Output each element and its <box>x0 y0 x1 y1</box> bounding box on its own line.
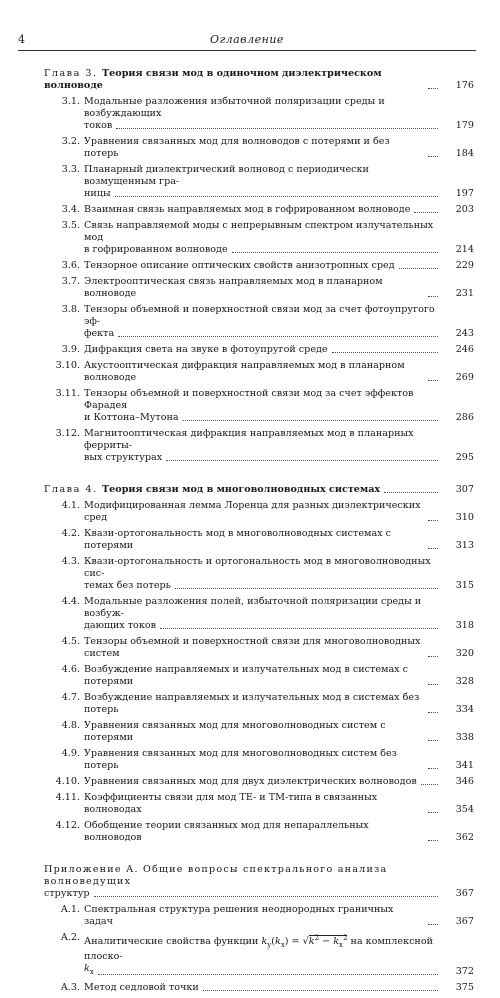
entry-number: 3.7. <box>61 276 80 287</box>
entry-line: Коэффициенты связи для мод TE- и TM-типа в связанных волноводах <box>84 792 378 815</box>
entry-text <box>84 904 442 928</box>
entry-number: 4.8. <box>61 720 80 731</box>
entry-line: Уравнения связанных мод для многоволноводных систем с потерями <box>84 720 386 743</box>
entry-text <box>84 692 442 716</box>
toc-entry <box>44 304 474 340</box>
entry-number: 3.9. <box>61 344 80 355</box>
entry-line: ницы <box>84 188 111 199</box>
page-ref: 313 <box>455 540 474 551</box>
leader-dots <box>175 588 438 589</box>
toc-entry <box>44 748 474 772</box>
entry-number: 3.5. <box>61 220 80 231</box>
leader-dots <box>428 840 438 841</box>
entry-text <box>84 720 442 744</box>
entry-number: A.1. <box>60 904 80 915</box>
leader-dots <box>428 740 438 741</box>
entry-line: Возбуждение направляемых и излучательных мод в системах с потерями <box>84 664 409 687</box>
toc-entry <box>44 164 474 200</box>
toc-entry <box>44 528 474 552</box>
entry-text <box>84 260 442 272</box>
entry-text <box>84 932 442 978</box>
entry-text <box>84 792 442 816</box>
entry-line: Связь направляемой моды с непрерывным спектром излучательных мод <box>84 220 434 243</box>
entry-text <box>84 96 442 132</box>
entry-number: 4.2. <box>61 528 80 539</box>
entry-text <box>84 344 442 356</box>
page-ref: 362 <box>455 832 474 843</box>
entry-number: 3.8. <box>61 304 80 315</box>
page-header <box>18 32 476 51</box>
toc-entry <box>44 596 474 632</box>
chapter-heading <box>44 484 474 496</box>
page-ref: 367 <box>455 888 474 899</box>
entry-number: A.2. <box>60 932 80 943</box>
appendix-heading <box>44 864 474 900</box>
appendix-line: структур <box>44 888 90 899</box>
page-ref: 315 <box>455 580 474 591</box>
entry-number: 3.11. <box>55 388 80 399</box>
chapter-title: Теория связи мод в многоволноводных системах <box>102 484 381 495</box>
toc-entry <box>44 982 474 994</box>
page-ref: 338 <box>455 732 474 743</box>
leader-dots <box>428 924 438 925</box>
entry-text <box>84 500 442 524</box>
entry-text <box>84 636 442 660</box>
page-number: 4 <box>18 33 25 46</box>
toc-entry <box>44 276 474 300</box>
page-ref: 334 <box>455 704 474 715</box>
page-ref: 229 <box>455 260 474 271</box>
entry-line: токов <box>84 120 113 131</box>
toc-entry <box>44 220 474 256</box>
appendix-line: Приложение А. Общие вопросы спектрального анализа волноведущих <box>44 864 388 887</box>
entry-number: 3.4. <box>61 204 80 215</box>
entry-number: 4.1. <box>61 500 80 511</box>
entry-number: 3.10. <box>55 360 80 371</box>
entry-text <box>84 528 442 552</box>
page-ref: 286 <box>455 412 474 423</box>
page-ref: 243 <box>455 328 474 339</box>
toc-entry <box>44 260 474 272</box>
entry-line: Дифракция света на звуке в фотоупругой среде <box>84 344 328 355</box>
toc-entry <box>44 932 474 978</box>
leader-dots <box>428 88 438 89</box>
leader-dots <box>384 492 438 493</box>
toc-entry <box>44 792 474 816</box>
page-ref: 214 <box>455 244 474 255</box>
entry-text <box>84 220 442 256</box>
entry-number: 3.2. <box>61 136 80 147</box>
leader-dots <box>428 548 438 549</box>
entry-number: 4.9. <box>61 748 80 759</box>
entry-line: Тензоры объемной и поверхностной связи мод за счет фотоупругого эф- <box>84 304 435 327</box>
entry-line: в гофрированном волноводе <box>84 244 228 255</box>
formula-sub: y <box>267 941 272 950</box>
entry-line: Тензоры объемной и поверхностной связи для многоволноводных систем <box>84 636 421 659</box>
leader-dots <box>428 656 438 657</box>
chapter-title: Теория связи мод в одиночном диэлектрическом волноводе <box>44 68 382 91</box>
entry-line: Обобщение теории связанных мод для непараллельных волноводов <box>84 820 369 843</box>
entry-line: Тензоры объемной и поверхностной связи мод за счет эффектов Фарадея <box>84 388 414 411</box>
entry-text <box>84 276 442 300</box>
leader-dots <box>98 974 438 975</box>
page-ref: 184 <box>455 148 474 159</box>
entry-text <box>84 820 442 844</box>
leader-dots <box>414 212 438 213</box>
entry-line: Спектральная структура решения неоднородных граничных задач <box>84 904 394 927</box>
entry-line: Взаимная связь направляемых мод в гофрированном волноводе <box>84 204 411 215</box>
toc-entry <box>44 720 474 744</box>
toc-entry <box>44 820 474 844</box>
leader-dots <box>428 712 438 713</box>
page-ref: 346 <box>455 776 474 787</box>
leader-dots <box>203 990 438 991</box>
page-ref: 328 <box>455 676 474 687</box>
entry-text <box>84 596 442 632</box>
toc-entry <box>44 904 474 928</box>
leader-dots <box>428 812 438 813</box>
toc-entry <box>44 664 474 688</box>
entry-number: 4.5. <box>61 636 80 647</box>
leader-dots <box>232 252 438 253</box>
entry-number: 3.12. <box>55 428 80 439</box>
entry-line: Модальные разложения избыточной поляризации среды и возбуждающих <box>84 96 385 119</box>
formula-k: k <box>261 936 268 948</box>
entry-number: 4.7. <box>61 692 80 703</box>
leader-dots <box>160 628 438 629</box>
entry-number: 4.11. <box>55 792 80 803</box>
page-ref: 310 <box>455 512 474 523</box>
entry-line: Аналитические свойства функции $k_y(k_x) = √k^2 - k_x^2$ на комплексной плоско- <box>84 934 434 963</box>
page-ref: 269 <box>455 372 474 383</box>
entry-line: Модифицированная лемма Лоренца для разных диэлектрических сред <box>84 500 421 523</box>
chapter-prefix: Глава 3. <box>44 68 103 79</box>
page-ref: 231 <box>455 288 474 299</box>
entry-text <box>84 388 442 424</box>
page-ref: 307 <box>455 484 474 495</box>
entry-text <box>84 204 442 216</box>
entry-line: Уравнения связанных мод для волноводов с потерями и без потерь <box>84 136 390 159</box>
leader-dots <box>116 128 438 129</box>
entry-line: Тензорное описание оптических свойств анизотропных сред <box>84 260 395 271</box>
entry-line: Уравнения связанных мод для двух диэлектрических волноводов <box>84 776 417 787</box>
leader-dots <box>421 784 438 785</box>
entry-text <box>84 748 442 772</box>
entry-line: Модальные разложения полей, избыточной поляризации среды и возбуж- <box>84 596 422 619</box>
page-ref: 179 <box>455 120 474 131</box>
page-ref: 246 <box>455 344 474 355</box>
leader-dots <box>166 460 438 461</box>
entry-line: Квази-ортогональность мод в многоволноводных системах с потерями <box>84 528 392 551</box>
toc-entry <box>44 692 474 716</box>
entry-text <box>84 556 442 592</box>
chapter-heading <box>44 68 474 92</box>
leader-dots <box>332 352 438 353</box>
toc-entry <box>44 500 474 524</box>
toc-entry <box>44 344 474 356</box>
page-ref: 176 <box>455 80 474 91</box>
entry-text <box>84 982 442 994</box>
appendix-label <box>44 864 442 900</box>
toc-entry <box>44 204 474 216</box>
entry-line: Уравнения связанных мод для многоволноводных систем без потерь <box>84 748 397 771</box>
entry-text <box>84 136 442 160</box>
entry-line: вых структурах <box>84 452 163 463</box>
entry-number: 3.3. <box>61 164 80 175</box>
entry-text <box>84 776 442 788</box>
entry-text <box>84 164 442 200</box>
entry-line: фекта <box>84 328 115 339</box>
chapter-label <box>44 484 442 496</box>
leader-dots <box>115 196 438 197</box>
entry-number: A.3. <box>60 982 80 993</box>
entry-line: Электрооптическая связь направляемых мод в планарном волноводе <box>84 276 383 299</box>
toc-entry <box>44 96 474 132</box>
leader-dots <box>428 380 438 381</box>
toc-entry <box>44 388 474 424</box>
formula-k: k <box>274 936 281 948</box>
leader-dots <box>428 296 438 297</box>
entry-line: Акустооптическая дифракция направляемых мод в планарном волноводе <box>84 360 405 383</box>
page-ref: 320 <box>455 648 474 659</box>
entry-line: дающих токов <box>84 620 157 631</box>
page-ref: 295 <box>455 452 474 463</box>
entry-line: Планарный диэлектрический волновод с периодически возмущенным гра- <box>84 164 369 187</box>
leader-dots <box>118 336 438 337</box>
page-ref: 354 <box>455 804 474 815</box>
entry-number: 4.4. <box>61 596 80 607</box>
entry-line: Метод седловой точки <box>84 982 199 993</box>
leader-dots <box>399 268 438 269</box>
entry-number: 3.6. <box>61 260 80 271</box>
page-ref: 203 <box>455 204 474 215</box>
toc-entry <box>44 556 474 592</box>
leader-dots <box>94 896 438 897</box>
chapter-label <box>44 68 442 92</box>
toc-entry <box>44 428 474 464</box>
toc-entry <box>44 360 474 384</box>
entry-line: Квази-ортогональность и ортогональность мод в многоволноводных сис- <box>84 556 431 579</box>
formula-radicand: $k^2 - k_x^2$ <box>308 934 348 950</box>
table-of-contents <box>44 68 474 998</box>
entry-line: темах без потерь <box>84 580 171 591</box>
toc-entry <box>44 776 474 788</box>
leader-dots <box>428 768 438 769</box>
page-ref: 318 <box>455 620 474 631</box>
entry-number: 4.10. <box>55 776 80 787</box>
formula-sub: x <box>280 941 285 950</box>
toc-entry <box>44 636 474 660</box>
entry-text <box>84 360 442 384</box>
entry-text <box>84 664 442 688</box>
page-ref: 372 <box>455 966 474 977</box>
entry-line: Возбуждение направляемых и излучательных мод в системах без потерь <box>84 692 420 715</box>
running-title: Оглавление <box>210 33 284 46</box>
entry-number: 4.12. <box>55 820 80 831</box>
leader-dots <box>428 520 438 521</box>
entry-line: Магнитооптическая дифракция направляемых мод в планарных ферриты- <box>84 428 414 451</box>
leader-dots <box>183 420 438 421</box>
entry-line: $k_x$ <box>84 963 94 976</box>
entry-number: 3.1. <box>61 96 80 107</box>
page-ref: 197 <box>455 188 474 199</box>
page-ref: 375 <box>455 982 474 993</box>
entry-number: 4.3. <box>61 556 80 567</box>
toc-entry <box>44 136 474 160</box>
leader-dots <box>428 156 438 157</box>
entry-text <box>84 304 442 340</box>
entry-line: и Коттона–Мутона <box>84 412 179 423</box>
chapter-prefix: Глава 4. <box>44 484 103 495</box>
leader-dots <box>428 684 438 685</box>
page-ref: 367 <box>455 916 474 927</box>
page-ref: 341 <box>455 760 474 771</box>
entry-number: 4.6. <box>61 664 80 675</box>
entry-text <box>84 428 442 464</box>
